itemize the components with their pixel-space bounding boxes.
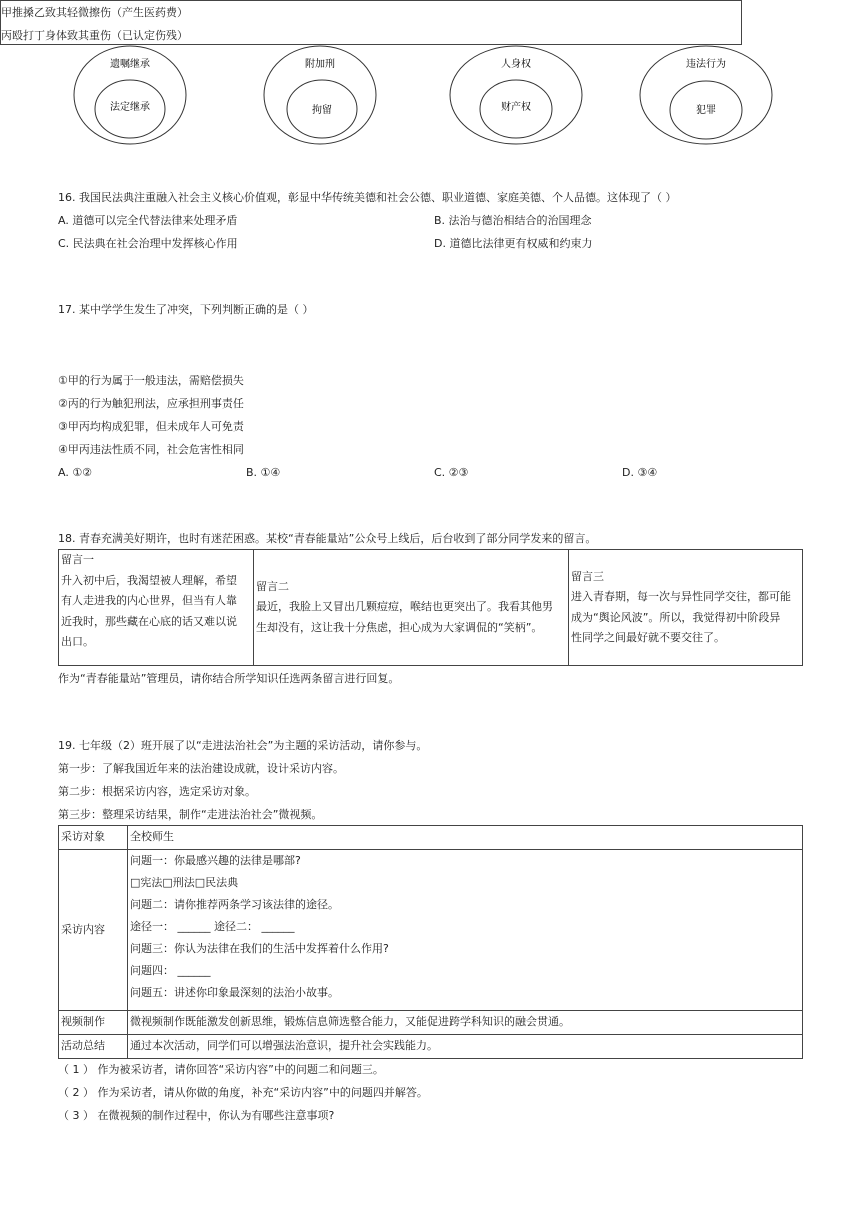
- diagram-4-outer: 违法行为: [686, 59, 726, 70]
- q17-case-1: 甲推搡乙致其轻微擦伤（产生医药费）: [1, 6, 188, 19]
- diagram-3: [450, 46, 582, 144]
- diagram-2-outer: 附加刑: [305, 59, 335, 70]
- row-target-value: 全校师生: [128, 826, 803, 850]
- q17-statement-3: ③甲丙均构成犯罪，但未成年人可免责: [58, 420, 244, 433]
- message-1: 留言一 升入初中后，我渴望被人理解，希望 有人走进我的内心世界，但当有人靠 近我时，那些藏在心底的话又难以说 出口。: [59, 550, 254, 666]
- concept-diagrams: [0, 0, 867, 170]
- diagram-1-outer: 遗嘱继承: [110, 59, 150, 70]
- q19-step-3: 第三步：整理采访结果，制作“走进法治社会”微视频。: [58, 808, 323, 821]
- q19-step-1: 第一步：了解我国近年来的法治建设成就，设计采访内容。: [58, 762, 344, 775]
- q18-stem: 18. 青春充满美好期许，也时有迷茫困惑。某校“青春能量站”公众号上线后，后台收到了部分同学发来的留言。: [58, 532, 597, 545]
- q16-option-b[interactable]: B. 法治与德治相结合的治国理念: [434, 214, 592, 227]
- q18-prompt: 作为“青春能量站”管理员，请你结合所学知识任选两条留言进行回复。: [58, 672, 400, 685]
- q19-interview-table: [58, 825, 803, 1059]
- row-content-label: 采访内容: [59, 850, 128, 1011]
- q19-sub-2: （ 2 ） 作为采访者，请从你做的角度，补充“采访内容”中的问题四并解答。: [58, 1086, 428, 1099]
- diagram-3-outer: 人身权: [501, 59, 531, 70]
- q19-stem: 19. 七年级（2）班开展了以“走进法治社会”为主题的采访活动，请你参与。: [58, 739, 428, 752]
- q17-statement-4: ④甲丙违法性质不同，社会危害性相同: [58, 443, 244, 456]
- row-target-label: 采访对象: [59, 826, 128, 850]
- diagram-4-inner: 犯罪: [696, 105, 716, 116]
- diagram-3-inner: 财产权: [501, 102, 531, 113]
- q17-option-d[interactable]: D. ③④: [622, 466, 658, 479]
- q17-option-a[interactable]: A. ①②: [58, 466, 93, 479]
- row-summary-label: 活动总结: [59, 1035, 128, 1059]
- q16-option-d[interactable]: D. 道德比法律更有权威和约束力: [434, 237, 593, 250]
- message-1-title: 留言一: [61, 553, 94, 566]
- q16-option-a[interactable]: A. 道德可以完全代替法律来处理矛盾: [58, 214, 238, 227]
- q17-case-2: 丙殴打丁身体致其重伤（已认定伤残）: [1, 29, 188, 42]
- row-video-label: 视频制作: [59, 1011, 128, 1035]
- q19-step-2: 第二步：根据采访内容，选定采访对象。: [58, 785, 256, 798]
- row-summary-value: 通过本次活动，同学们可以增强法治意识，提升社会实践能力。: [128, 1035, 803, 1059]
- q16-stem: 16. 我国民法典注重融入社会主义核心价值观，彰显中华传统美德和社会公德、职业道德、家庭美德、个人品德。这体现了（ ）: [58, 191, 677, 204]
- q17-stem: 17. 某中学学生发生了冲突，下列判断正确的是（ ）: [58, 303, 314, 316]
- q16-option-c[interactable]: C. 民法典在社会治理中发挥核心作用: [58, 237, 238, 250]
- message-3: 留言三 进入青春期，每一次与异性同学交往，都可能 成为“舆论风波”。所以，我觉得初中阶段异 性同学之间最好就不要交往了。: [569, 550, 803, 666]
- diagram-1: [74, 46, 186, 144]
- q19-sub-1: （ 1 ） 作为被采访者，请你回答“采访内容”中的问题二和问题三。: [58, 1063, 384, 1076]
- diagram-1-inner: 法定继承: [110, 102, 150, 113]
- q17-statement-2: ②丙的行为触犯刑法，应承担刑事责任: [58, 397, 244, 410]
- q17-option-b[interactable]: B. ①④: [246, 466, 281, 479]
- q19-sub-3: （ 3 ） 在微视频的制作过程中，你认为有哪些注意事项?: [58, 1109, 335, 1122]
- row-content-value: 问题一：你最感兴趣的法律是哪部? □宪法□刑法□民法典 问题二：请你推荐两条学习该法律的途径。 途径一： ______ 途径二： ______ 问题三：你认为法律在我们的生活中发挥着什么作用? 问题四： ______ 问题五：讲述你印象最深刻的法治小故事。: [128, 850, 803, 1011]
- diagram-2: [264, 46, 376, 144]
- row-video-value: 微视频制作既能激发创新思维，锻炼信息筛选整合能力，又能促进跨学科知识的融会贯通。: [128, 1011, 803, 1035]
- message-3-title: 留言三: [571, 569, 604, 583]
- message-2: 留言二 最近，我脸上又冒出几颗痘痘，喉结也更突出了。我看其他男 生却没有，这让我十分焦虑，担心成为大家调侃的“笑柄”。: [254, 550, 569, 666]
- q17-option-c[interactable]: C. ②③: [434, 466, 469, 479]
- diagram-2-inner: 拘留: [312, 105, 332, 116]
- q17-statement-1: ①甲的行为属于一般违法，需赔偿损失: [58, 374, 244, 387]
- q18-messages-table: [58, 549, 803, 666]
- message-2-title: 留言二: [256, 579, 289, 593]
- diagram-4: [640, 46, 772, 144]
